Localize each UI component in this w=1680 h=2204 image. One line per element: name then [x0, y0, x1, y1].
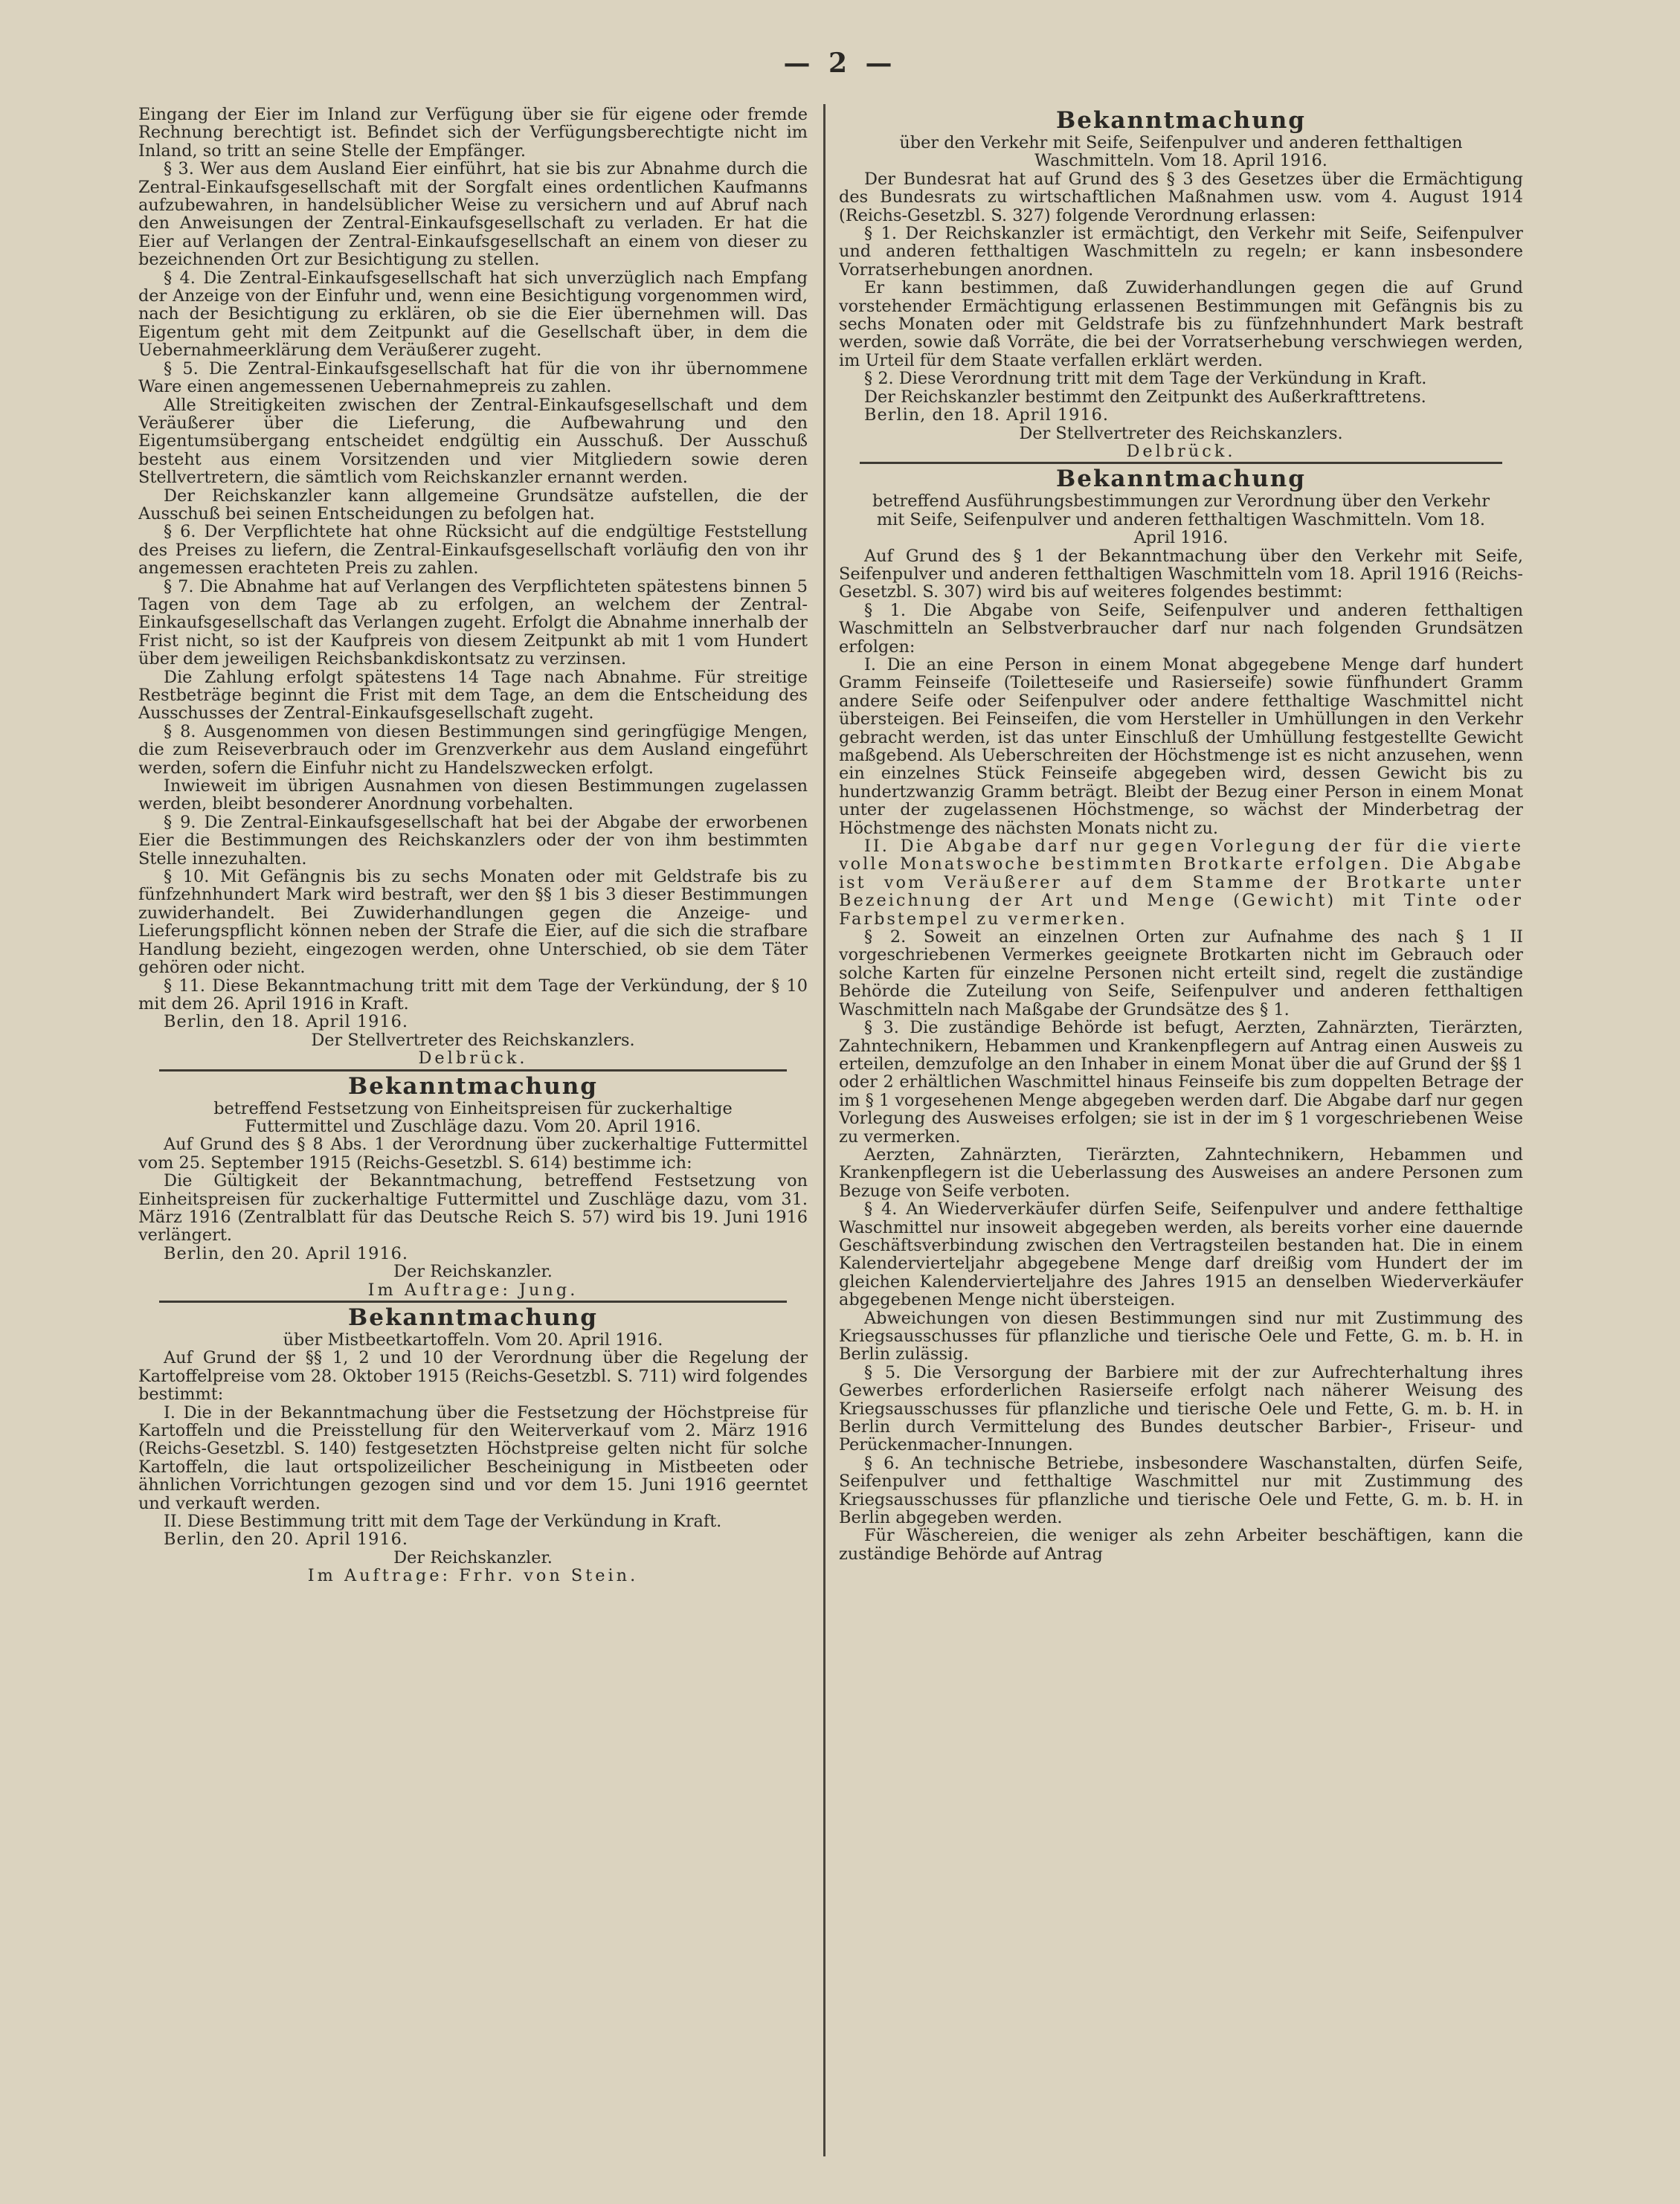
paragraph: § 8. Ausgenommen von diesen Bestimmungen sind geringfügige Mengen, die zum Reiseverbrauch oder im Grenzverkehr aus dem Ausland eingeführt werden, sofern die Einfuhr nicht zu Handelszwecken erfolgt.	[138, 721, 808, 778]
paragraph: § 5. Die Zentral-Einkaufsgesellschaft hat für die von ihr übernommene Ware einen angemessenen Uebernahmepreis zu zahlen.	[138, 358, 808, 397]
paragraph: Auf Grund der §§ 1, 2 und 10 der Verordnung über die Regelung der Kartoffelpreise vom 28. Oktober 1915 (Reichs-Gesetzbl. S. 711) wird folgendes bestimmt:	[138, 1348, 808, 1405]
signature-role: Der Stellvertreter des Reichskanzlers.	[1019, 423, 1343, 443]
paragraph: I. Die an eine Person in einem Monat abgegebene Menge darf hundert Gramm Feinseife (Toiletteseife und Rasierseife) sowie fünfhundert Gramm andere Seife oder Seifenpulver oder andere fetthaltige Waschmittel nicht übersteigen. Bei Feinseifen, die vom Hersteller in Umhüllungen in den Verkehr gebracht werden, ist das unter Einschluß der Umhüllung festgestellte Gewicht maßgebend. Als Ueberschreiten der Höchstmenge ist es nicht anzusehen, wenn ein einzelnes Stück Feinseife abgegeben wird, dessen Gewicht bis zu hundertzwanzig Gramm beträgt. Bleibt der Bezug einer Person in einem Monat unter der zugelassenen Höchstmenge, so wächst der Minderbetrag der Höchstmenge des nächsten Monats nicht zu.	[839, 654, 1523, 838]
paragraph: Der Reichskanzler bestimmt den Zeitpunkt des Außerkrafttretens.	[864, 387, 1426, 407]
paragraph: § 4. Die Zentral-Einkaufsgesellschaft hat sich unverzüglich nach Empfang der Anzeige von der Einfuhr und, wenn eine Besichtigung vorgenommen wird, nach der Besichtigung zu erklären, ob sie die Eier übernehmen will. Das Eigentum geht mit dem Zeitpunkt auf die Gesellschaft über, in dem die Uebernahmeerklärung dem Veräußerer zugeht.	[138, 268, 808, 361]
paragraph: § 5. Die Versorgung der Barbiere mit der zur Aufrechterhaltung ihres Gewerbes erforderlichen Rasierseife erfolgt nach näherer Weisung des Kriegsausschusses für pflanzliche und tierische Oele und Fette, G. m. b. H. in Berlin durch Vermittelung des Bundes deutscher Barbier-, Friseur- und Perückenmacher-Innungen.	[839, 1362, 1523, 1455]
paragraph: § 6. An technische Betriebe, insbesondere Waschanstalten, dürfen Seife, Seifenpulver und fetthaltige Waschmittel nur mit Zustimmung des Kriegsausschusses für pflanzliche und tierische Oele und Fette, G. m. b. H. in Berlin abgegeben werden.	[839, 1453, 1523, 1528]
paragraph-spaced: II. Die Abgabe darf nur gegen Vorlegung der für die vierte volle Monatswoche bestimmten Brotkarte erfolgen. Die Abgabe ist vom Veräußerer auf dem Stamme der Brotkarte unter Bezeichnung der Art und Menge (Gewicht) mit Tinte oder Farbstempel zu vermerken.	[839, 837, 1523, 929]
signature-role: Der Reichskanzler.	[393, 1547, 553, 1567]
paragraph: § 6. Der Verpflichtete hat ohne Rücksicht auf die endgültige Feststellung des Preises zu liefern, die Zentral-Einkaufsgesellschaft vorläufig den von ihr angemessen erachteten Preis zu zahlen.	[138, 522, 808, 579]
paragraph: § 3. Die zuständige Behörde ist befugt, Aerzten, Zahnärzten, Tierärzten, Zahntechnikern, Hebammen und Krankenpflegern auf Antrag einen Ausweis zu erteilen, demzufolge an den Inhaber in einem Monat über die auf Grund der §§ 1 oder 2 erhältlichen Waschmittel hinaus Feinseife bis zum doppelten Betrage der im § 1 vorgesehenen Menge abgegeben werden darf. Die Abgabe darf nur gegen Vorlegung des Ausweises erfolgen; sie ist in der im § 1 vorgeschriebenen Weise zu vermerken.	[839, 1018, 1523, 1147]
paragraph: Der Bundesrat hat auf Grund des § 3 des Gesetzes über die Ermächtigung des Bundesrats zu wirtschaftlichen Maßnahmen usw. vom 4. August 1914 (Reichs-Gesetzbl. S. 327) folgende Verordnung erlassen:	[839, 169, 1523, 225]
signature-date: Berlin, den 18. April 1916.	[864, 405, 1109, 425]
paragraph: Die Gültigkeit der Bekanntmachung, betreffend Festsetzung von Einheitspreisen für zuckerhaltige Futtermittel und Zuschläge dazu, vom 31. März 1916 (Zentralblatt für das Deutsche Reich S. 57) wird bis 19. Juni 1916 verlängert.	[138, 1171, 808, 1246]
paragraph: Die Zahlung erfolgt spätestens 14 Tage nach Abnahme. Für streitige Restbeträge beginnt die Frist mit dem Tage, an dem die Entscheidung des Ausschusses der Zentral-Einkaufsgesellschaft zugeht.	[138, 667, 808, 724]
section-rule	[860, 462, 1502, 464]
paragraph: Inwieweit im übrigen Ausnahmen von diesen Bestimmungen zugelassen werden, bleibt besonderer Anordnung vorbehalten.	[138, 776, 808, 814]
left-column	[138, 106, 808, 2113]
paragraph: Auf Grund des § 1 der Bekanntmachung über den Verkehr mit Seife, Seifenpulver und anderen fetthaltigen Waschmitteln vom 18. April 1916 (Reichs-Gesetzbl. S. 307) wird bis auf weiteres folgendes bestimmt:	[839, 546, 1523, 602]
paragraph: § 2. Soweit an einzelnen Orten zur Aufnahme des nach § 1 II vorgeschriebenen Vermerkes geeignete Brotkarten nicht im Gebrauch oder solche Karten für einzelne Personen nicht erteilt sind, regelt die zuständige Behörde die Zuteilung von Seife, Seifenpulver und anderen fetthaltigen Waschmitteln nach Maßgabe der Grundsätze des § 1.	[839, 927, 1523, 1019]
paragraph: Alle Streitigkeiten zwischen der Zentral-Einkaufsgesellschaft und dem Veräußerer über die Lieferung, die Aufbewahrung und den Eigentumsübergang entscheidet endgültig ein Ausschuß. Der Ausschuß besteht aus einem Vorsitzenden und vier Mitgliedern sowie deren Stellvertretern, die sämtlich vom Reichskanzler ernannt werden.	[138, 395, 808, 488]
paragraph: Abweichungen von diesen Bestimmungen sind nur mit Zustimmung des Kriegsausschusses für pflanzliche und tierische Oele und Fette, G. m. b. H. in Berlin zulässig.	[839, 1308, 1523, 1364]
paragraph: Für Wäschereien, die weniger als zehn Arbeiter beschäftigen, kann die zuständige Behörde auf Antrag	[839, 1526, 1523, 1564]
paragraph: II. Diese Bestimmung tritt mit dem Tage der Verkündung in Kraft.	[164, 1512, 722, 1532]
signature-date: Berlin, den 20. April 1916.	[164, 1243, 408, 1263]
paragraph: Er kann bestimmen, daß Zuwiderhandlungen gegen die auf Grund vorstehender Ermächtigung erlassenen Bestimmungen mit Gefängnis bis zu sechs Monaten oder mit Geldstrafe bis zu fünfzehnhundert Mark bestraft werden, sowie daß Vorräte, die bei der Vorratserhebung verschwiegen werden, im Urteil für dem Staate verfallen erklärt werden.	[839, 278, 1523, 370]
paragraph: § 2. Diese Verordnung tritt mit dem Tage der Verkündung in Kraft.	[864, 369, 1427, 389]
announcement-subtitle: betreffend Ausführungsbestimmungen zur Verordnung über den Verkehr mit Seife, Seifenpulver und anderen fetthaltigen Waschmitteln. Vom 18. April 1916.	[872, 492, 1490, 548]
signature-role: Der Reichskanzler.	[393, 1262, 553, 1282]
right-column	[839, 106, 1523, 2165]
column-divider	[823, 104, 825, 2156]
signature-date: Berlin, den 20. April 1916.	[164, 1530, 408, 1550]
announcement-subtitle: über Mistbeetkartoffeln. Vom 20. April 1916.	[283, 1330, 663, 1350]
paragraph: § 4. An Wiederverkäufer dürfen Seife, Seifenpulver und andere fetthaltige Waschmittel nur insoweit abgegeben werden, als bereits vorher eine dauernde Geschäftsverbindung zwischen den Vertragsteilen bestanden hat. Die in einem Kalendervierteljahr abgegebene Menge darf dreißig vom Hundert der im gleichen Kalendervierteljahre des Jahres 1915 an denselben Wiederverkäufer abgegebenen Menge nicht übersteigen.	[839, 1199, 1523, 1310]
paragraph: § 1. Die Abgabe von Seife, Seifenpulver und anderen fetthaltigen Waschmitteln an Selbstverbraucher darf nur nach folgenden Grundsätzen erfolgen:	[839, 600, 1523, 657]
paragraph: § 1. Der Reichskanzler ist ermächtigt, den Verkehr mit Seife, Seifenpulver und anderen fetthaltigen Waschmitteln zu regeln; er kann insbesondere Vorratserhebungen anordnen.	[839, 224, 1523, 280]
paragraph: Auf Grund des § 8 Abs. 1 der Verordnung über zuckerhaltige Futtermittel vom 25. September 1915 (Reichs-Gesetzbl. S. 614) bestimme ich:	[138, 1135, 808, 1173]
signature-name: Delbrück.	[418, 1048, 528, 1069]
section-rule	[159, 1301, 787, 1303]
paragraph: Der Reichskanzler kann allgemeine Grundsätze aufstellen, die der Ausschuß bei seinen Entscheidungen zu befolgen hat.	[138, 486, 808, 523]
paragraph: § 9. Die Zentral-Einkaufsgesellschaft hat bei der Abgabe der erworbenen Eier die Bestimmungen des Reichskanzlers oder der von ihm bestimmten Stelle innezuhalten.	[138, 812, 808, 869]
signature-name: Delbrück.	[1126, 441, 1236, 461]
announcement-subtitle: betreffend Festsetzung von Einheitspreisen für zuckerhaltige Futtermittel und Zuschläge dazu. Vom 20. April 1916.	[213, 1098, 733, 1136]
announcement-subtitle: über den Verkehr mit Seife, Seifenpulver und anderen fetthaltigen Waschmitteln. Vom 18. April 1916.	[899, 133, 1463, 171]
paragraph: Aerzten, Zahnärzten, Tierärzten, Zahntechnikern, Hebammen und Krankenpflegern ist die Ueberlassung des Ausweises an andere Personen zum Bezuge von Seife verboten.	[839, 1144, 1523, 1201]
announcement-heading: Bekanntmachung	[1056, 107, 1306, 134]
paragraph: § 10. Mit Gefängnis bis zu sechs Monaten oder mit Geldstrafe bis zu fünfzehnhundert Mark wird bestraft, wer den §§ 1 bis 3 dieser Bestimmungen zuwiderhandelt. Bei Zuwiderhandlungen gegen die Anzeige- und Lieferungspflicht können neben der Strafe die Eier, auf die sich die strafbare Handlung bezieht, eingezogen werden, ohne Unterschied, ob sie dem Täter gehören oder nicht.	[138, 867, 808, 978]
announcement-heading: Bekanntmachung	[348, 1304, 598, 1331]
paragraph: § 7. Die Abnahme hat auf Verlangen des Verpflichteten spätestens binnen 5 Tagen von dem Tage ab zu erfolgen, an welchem der Zentral-Einkaufsgesellschaft das Verlangen zugeht. Erfolgt die Abnahme innerhalb der Frist nicht, so ist der Kaufpreis von diesem Zeitpunkt ab mit 1 vom Hundert über dem jeweiligen Reichsbankdiskontsatz zu verzinsen.	[138, 576, 808, 669]
announcement-heading: Bekanntmachung	[348, 1072, 598, 1100]
signature-name: Im Auftrage: Frhr. von Stein.	[307, 1566, 639, 1586]
paragraph: Eingang der Eier im Inland zur Verfügung über sie für eigene oder fremde Rechnung berechtigt ist. Befindet sich der Verfügungsberechtigte nicht im Inland, so tritt an seine Stelle der Empfänger.	[138, 106, 808, 161]
signature-date: Berlin, den 18. April 1916.	[164, 1012, 408, 1032]
paragraph: § 11. Diese Bekanntmachung tritt mit dem Tage der Verkündung, der § 10 mit dem 26. April 1916 in Kraft.	[138, 976, 808, 1014]
paragraph: § 3. Wer aus dem Ausland Eier einführt, hat sie bis zur Abnahme durch die Zentral-Einkaufsgesellschaft mit der Sorgfalt eines ordentlichen Kaufmanns aufzubewahren, in handelsüblicher Weise zu versichern und auf Abruf nach den Anweisungen der Zentral-Einkaufsgesellschaft zu verladen. Er hat die Eier auf Verlangen der Zentral-Einkaufsgesellschaft an einem von dieser zu bezeichnenden Ort zur Besichtigung zu stellen.	[138, 159, 808, 270]
signature-role: Der Stellvertreter des Reichskanzlers.	[311, 1030, 635, 1050]
signature-name: Im Auftrage: Jung.	[367, 1280, 579, 1300]
section-rule	[159, 1069, 787, 1072]
paragraph: I. Die in der Bekanntmachung über die Festsetzung der Höchstpreise für Kartoffeln und die Preisstellung für den Weiterverkauf vom 2. März 1916 (Reichs-Gesetzbl. S. 140) festgesetzten Höchstpreise gelten nicht für solche Kartoffeln, die laut ortspolizeilicher Bescheinigung in Mistbeeten oder ähnlichen Vorrichtungen gezogen sind und vor dem 15. Juni 1916 geerntet und verkauft werden.	[138, 1402, 808, 1513]
page-number: — 2 —	[783, 48, 897, 79]
announcement-heading: Bekanntmachung	[1056, 465, 1306, 493]
